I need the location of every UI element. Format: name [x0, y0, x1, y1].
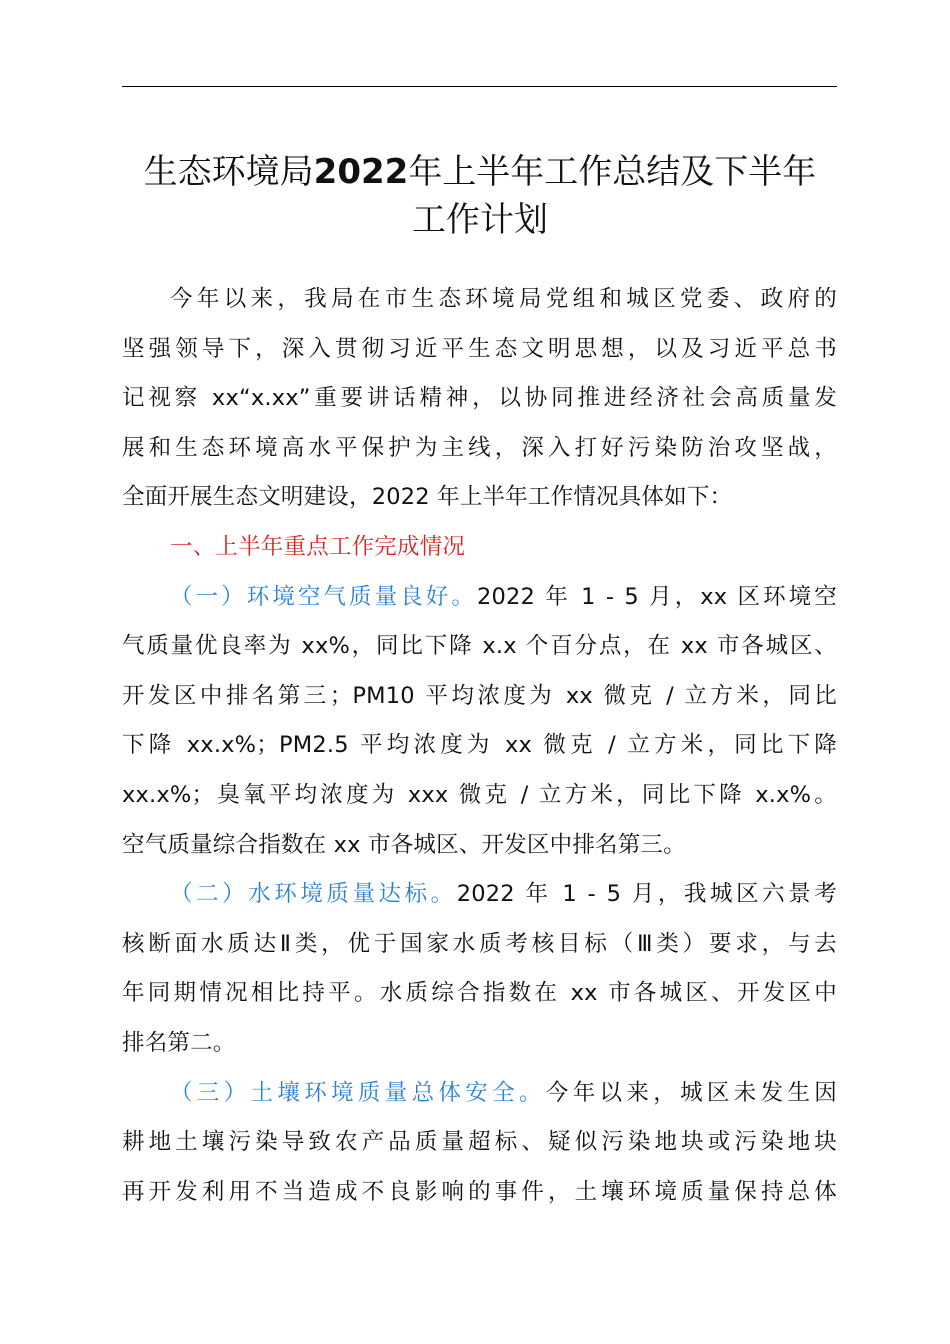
item-1-line: 下降 xx.x%；PM2.5 平均浓度为 xx 微克 / 立方米，同比下降 — [122, 732, 837, 759]
item-3-text: 今年以来，城区未发生因 — [545, 1079, 837, 1106]
item-1-line: 空气质量综合指数在 xx 市各城区、开发区中排名第三。 — [122, 831, 686, 858]
item-2-line: 核断面水质达Ⅱ类，优于国家水质考核目标（Ⅲ类）要求，与去 — [122, 930, 837, 957]
item-2-line: 年同期情况相比持平。水质综合指数在 xx 市各城区、开发区中 — [122, 980, 837, 1007]
document-title — [100, 148, 860, 244]
item-3-heading: （三）土壤环境质量总体安全。 — [170, 1079, 546, 1106]
item-3-line: 再开发利用不当造成不良影响的事件，土壤环境质量保持总体 — [122, 1178, 837, 1205]
intro-line: 全面开展生态文明建设，2022 年上半年工作情况具体如下： — [122, 484, 733, 511]
item-1-line: 气质量优良率为 xx%，同比下降 x.x 个百分点，在 xx 市各城区、 — [122, 633, 837, 660]
item-2-text: 2022 年 1 - 5 月，我城区六景考 — [456, 881, 837, 908]
item-1-line: 开发区中排名第三；PM10 平均浓度为 xx 微克 / 立方米，同比 — [122, 682, 837, 709]
section-heading: 一、上半年重点工作完成情况 — [170, 533, 466, 560]
item-1-first-line — [122, 573, 837, 623]
intro-line: 今年以来，我局在市生态环境局党组和城区党委、政府的 — [170, 286, 837, 312]
header-rule — [122, 86, 837, 87]
item-3-line: 耕地土壤污染导致农产品质量超标、疑似污染地块或污染地块 — [122, 1129, 837, 1156]
intro-line: 坚强领导下，深入贯彻习近平生态文明思想，以及习近平总书 — [122, 335, 837, 362]
item-3-first-line — [122, 1069, 837, 1119]
item-1-heading: （一）环境空气质量良好。 — [170, 583, 477, 610]
title-line-1: 生态环境局2022年上半年工作总结及下半年 — [143, 152, 817, 192]
item-2-first-line — [122, 870, 837, 920]
item-1-line: xx.x%；臭氧平均浓度为 xxx 微克 / 立方米，同比下降 x.x%。 — [122, 781, 837, 808]
document-body — [122, 275, 837, 1217]
item-2-heading: （二）水环境质量达标。 — [170, 881, 457, 908]
item-2-line: 排名第二。 — [122, 1029, 236, 1056]
title-line-2: 工作计划 — [412, 200, 548, 240]
intro-line: 展和生态环境高水平保护为主线，深入打好污染防治攻坚战， — [122, 434, 837, 461]
item-1-text: 2022 年 1 - 5 月，xx 区环境空 — [476, 583, 837, 610]
intro-line: 记视察 xx“x.xx”重要讲话精神，以协同推进经济社会高质量发 — [122, 385, 837, 412]
